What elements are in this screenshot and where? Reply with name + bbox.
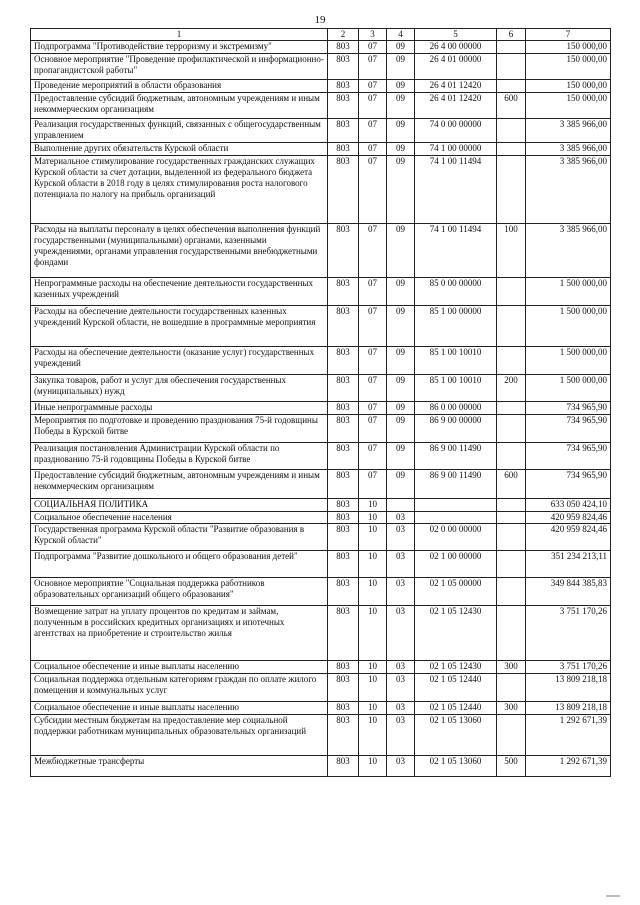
table-row [31,499,611,512]
code-expense-type [497,41,526,54]
code-admin: 803 [328,375,359,402]
code-admin: 803 [328,756,359,777]
code-section: 07 [359,119,387,143]
code-target: 02 1 05 13060 [415,715,497,756]
code-section: 10 [359,715,387,756]
table-row [31,156,611,224]
code-section: 07 [359,54,387,80]
row-name: Возмещение затрат на уплату процентов по кредитам и займам, полученным в российских кредитных организациях и ипотечных агентствах на приобретение и строительство жилья [31,606,328,661]
table-header-row [31,29,611,41]
code-admin: 803 [328,470,359,499]
code-admin: 803 [328,93,359,119]
table-row [31,578,611,606]
row-name: Иные непрограммные расходы [31,402,328,415]
table-row [31,119,611,143]
code-expense-type: 300 [497,661,526,674]
code-target: 26 4 01 12420 [415,93,497,119]
code-expense-type [497,402,526,415]
row-amount: 734 965,90 [526,415,611,443]
code-subsection: 09 [387,306,415,347]
code-target: 85 0 00 00000 [415,278,497,306]
code-subsection: 03 [387,702,415,715]
code-subsection: 09 [387,80,415,93]
code-expense-type [497,54,526,80]
code-section: 07 [359,80,387,93]
code-target [415,499,497,512]
code-expense-type [497,278,526,306]
code-section: 07 [359,375,387,402]
code-subsection: 03 [387,661,415,674]
code-section: 07 [359,443,387,470]
row-name: Подпрограмма "Развитие дошкольного и общего образования детей" [31,551,328,578]
table-row [31,715,611,756]
row-amount: 3 751 170,26 [526,606,611,661]
code-admin: 803 [328,402,359,415]
code-expense-type [497,443,526,470]
row-name: Закупка товаров, работ и услуг для обеспечения государственных (муниципальных) нужд [31,375,328,402]
code-target: 26 4 01 12420 [415,80,497,93]
table-row [31,512,611,524]
code-target: 74 1 00 11494 [415,156,497,224]
code-expense-type: 300 [497,702,526,715]
code-section: 10 [359,674,387,702]
code-admin: 803 [328,524,359,551]
code-section: 10 [359,578,387,606]
code-subsection: 09 [387,224,415,278]
code-admin: 803 [328,499,359,512]
table-row [31,375,611,402]
code-section: 07 [359,224,387,278]
code-section: 07 [359,306,387,347]
code-admin: 803 [328,512,359,524]
row-name: Выполнение других обязательств Курской области [31,143,328,156]
code-admin: 803 [328,702,359,715]
code-target: 02 1 05 12440 [415,702,497,715]
column-header: 4 [387,29,415,41]
code-expense-type: 100 [497,224,526,278]
code-subsection: 09 [387,443,415,470]
row-amount: 633 050 424,10 [526,499,611,512]
code-target: 26 4 01 00000 [415,54,497,80]
table-row [31,41,611,54]
code-expense-type [497,551,526,578]
row-name: Субсидии местным бюджетам на предоставление мер социальной поддержки работникам муниципальных образовательных организаций [31,715,328,756]
row-amount: 1 292 671,39 [526,756,611,777]
code-target: 86 9 00 11490 [415,443,497,470]
row-name: Проведение мероприятий в области образования [31,80,328,93]
row-amount: 3 385 966,00 [526,143,611,156]
row-name: Реализация государственных функций, связанных с общегосударственным управлением [31,119,328,143]
code-admin: 803 [328,54,359,80]
code-section: 10 [359,756,387,777]
code-target: 74 1 00 11494 [415,224,497,278]
code-section: 10 [359,551,387,578]
code-admin: 803 [328,347,359,375]
code-expense-type [497,80,526,93]
code-target: 02 1 05 12440 [415,674,497,702]
code-admin: 803 [328,551,359,578]
code-section: 10 [359,702,387,715]
code-subsection: 09 [387,93,415,119]
table-row [31,143,611,156]
code-target: 02 1 05 00000 [415,578,497,606]
code-target: 74 1 00 00000 [415,143,497,156]
table-row [31,674,611,702]
code-section: 07 [359,41,387,54]
row-amount: 1 500 000,00 [526,375,611,402]
code-section: 07 [359,470,387,499]
code-section: 07 [359,415,387,443]
column-header: 2 [328,29,359,41]
code-expense-type [497,156,526,224]
code-subsection [387,499,415,512]
code-admin: 803 [328,443,359,470]
row-amount: 420 959 824,46 [526,512,611,524]
code-admin: 803 [328,143,359,156]
table-row [31,470,611,499]
code-subsection: 09 [387,402,415,415]
row-amount: 3 385 966,00 [526,224,611,278]
code-target [415,512,497,524]
table-row [31,661,611,674]
code-subsection: 03 [387,606,415,661]
code-section: 07 [359,93,387,119]
code-target: 02 0 00 00000 [415,524,497,551]
column-header: 1 [31,29,328,41]
row-amount: 13 809 218,18 [526,702,611,715]
code-target: 86 9 00 11490 [415,470,497,499]
code-admin: 803 [328,415,359,443]
table-row [31,702,611,715]
code-subsection: 03 [387,524,415,551]
row-amount: 351 234 213,11 [526,551,611,578]
row-amount: 150 000,00 [526,93,611,119]
code-section: 07 [359,347,387,375]
code-target: 86 0 00 00000 [415,402,497,415]
code-section: 10 [359,661,387,674]
code-section: 07 [359,402,387,415]
row-amount: 1 500 000,00 [526,278,611,306]
code-section: 07 [359,278,387,306]
table-row [31,402,611,415]
row-name: Мероприятия по подготовке и проведению празднования 75-й годовщины Победы в Курской битве [31,415,328,443]
code-expense-type [497,524,526,551]
code-expense-type [497,606,526,661]
row-amount: 150 000,00 [526,41,611,54]
code-target: 85 1 00 10010 [415,375,497,402]
code-target: 02 1 00 00000 [415,551,497,578]
row-name: Социальное обеспечение населения [31,512,328,524]
column-header: 5 [415,29,497,41]
code-subsection: 03 [387,756,415,777]
code-admin: 803 [328,578,359,606]
row-amount: 734 965,90 [526,402,611,415]
code-subsection: 03 [387,551,415,578]
code-expense-type [497,306,526,347]
row-name: Материальное стимулирование государственных гражданских служащих Курской области за счет дотации, выделенной из федерального бюджета Курской области в 2018 году в целях стимулирования роста налогового потенциала по налогу на прибыль организаций [31,156,328,224]
row-amount: 734 965,90 [526,443,611,470]
column-header: 6 [497,29,526,41]
table-row [31,54,611,80]
column-header: 7 [526,29,611,41]
row-amount: 1 292 671,39 [526,715,611,756]
code-admin: 803 [328,41,359,54]
row-amount: 150 000,00 [526,54,611,80]
row-name: Реализация постановления Администрации Курской области по празднованию 75-й годовщины Победы в Курской битве [31,443,328,470]
code-subsection: 09 [387,375,415,402]
row-amount: 1 500 000,00 [526,347,611,375]
row-name: Подпрограмма "Противодействие терроризму и экстремизму" [31,41,328,54]
table-row [31,524,611,551]
code-section: 07 [359,156,387,224]
code-target: 85 1 00 10010 [415,347,497,375]
row-amount: 3 385 966,00 [526,119,611,143]
page-edge-mark [606,895,620,897]
row-name: Основное мероприятие "Социальная поддержка работников образовательных организаций общего образования" [31,578,328,606]
row-name: Непрограммные расходы на обеспечение деятельности государственных казенных учреждений [31,278,328,306]
code-expense-type: 600 [497,93,526,119]
code-expense-type [497,512,526,524]
code-target: 74 0 00 00000 [415,119,497,143]
code-subsection: 09 [387,347,415,375]
code-section: 10 [359,512,387,524]
table-row [31,306,611,347]
row-name: Расходы на обеспечение деятельности государственных казенных учреждений Курской области, не вошедшие в программные мероприятия [31,306,328,347]
code-expense-type [497,347,526,375]
code-subsection: 09 [387,415,415,443]
code-expense-type [497,415,526,443]
code-section: 10 [359,606,387,661]
table-row [31,443,611,470]
code-subsection: 03 [387,512,415,524]
code-target: 02 1 05 13060 [415,756,497,777]
code-expense-type: 600 [497,470,526,499]
code-target: 86 9 00 00000 [415,415,497,443]
row-name: Социальное обеспечение и иные выплаты населению [31,661,328,674]
row-amount: 13 809 218,18 [526,674,611,702]
code-admin: 803 [328,715,359,756]
code-admin: 803 [328,156,359,224]
table-row [31,551,611,578]
table-row [31,93,611,119]
row-name: Расходы на выплаты персоналу в целях обеспечения выполнения функций государственными (муниципальными) органами, казенными учреждениями, органами управления государственными внебюджетными фондами [31,224,328,278]
row-name: Межбюджетные трансферты [31,756,328,777]
row-amount: 349 844 385,83 [526,578,611,606]
code-expense-type [497,143,526,156]
code-target: 85 1 00 00000 [415,306,497,347]
code-admin: 803 [328,80,359,93]
code-subsection: 09 [387,41,415,54]
code-admin: 803 [328,606,359,661]
code-admin: 803 [328,119,359,143]
row-name: Государственная программа Курской области "Развитие образования в Курской области" [31,524,328,551]
code-target: 02 1 05 12430 [415,661,497,674]
table-row [31,80,611,93]
row-amount: 1 500 000,00 [526,306,611,347]
code-target: 02 1 05 12430 [415,606,497,661]
code-target: 26 4 00 00000 [415,41,497,54]
code-admin: 803 [328,278,359,306]
code-subsection: 03 [387,715,415,756]
table-body [31,41,611,777]
code-subsection: 09 [387,119,415,143]
code-admin: 803 [328,224,359,278]
page-number: 19 [314,14,326,26]
row-amount: 734 965,90 [526,470,611,499]
code-subsection: 09 [387,54,415,80]
code-admin: 803 [328,306,359,347]
row-name: СОЦИАЛЬНАЯ ПОЛИТИКА [31,499,328,512]
code-subsection: 09 [387,470,415,499]
row-amount: 3 385 966,00 [526,156,611,224]
code-expense-type [497,674,526,702]
code-expense-type [497,715,526,756]
row-amount: 3 751 170,26 [526,661,611,674]
code-subsection: 09 [387,143,415,156]
code-expense-type [497,119,526,143]
budget-table [30,28,611,777]
row-name: Социальная поддержка отдельным категориям граждан по оплате жилого помещения и коммунальных услуг [31,674,328,702]
code-subsection: 09 [387,278,415,306]
code-section: 07 [359,143,387,156]
table-row [31,756,611,777]
row-name: Предоставление субсидий бюджетным, автономным учреждениям и иным некоммерческим организациям [31,93,328,119]
code-subsection: 09 [387,156,415,224]
row-amount: 150 000,00 [526,80,611,93]
code-admin: 803 [328,661,359,674]
code-admin: 803 [328,674,359,702]
code-subsection: 03 [387,578,415,606]
table-row [31,606,611,661]
code-section: 10 [359,524,387,551]
row-amount: 420 959 824,46 [526,524,611,551]
table-row [31,347,611,375]
table-row [31,224,611,278]
row-name: Социальное обеспечение и иные выплаты населению [31,702,328,715]
code-expense-type [497,578,526,606]
code-expense-type: 500 [497,756,526,777]
code-expense-type [497,499,526,512]
code-section: 10 [359,499,387,512]
row-name: Предоставление субсидий бюджетным, автономным учреждениям и иным некоммерческим организациям [31,470,328,499]
row-name: Расходы на обеспечение деятельности (оказание услуг) государственных учреждений [31,347,328,375]
code-expense-type: 200 [497,375,526,402]
code-subsection: 03 [387,674,415,702]
table-row [31,415,611,443]
column-header: 3 [359,29,387,41]
table-row [31,278,611,306]
row-name: Основное мероприятие "Проведение профилактической и информационно-пропагандистской работы" [31,54,328,80]
